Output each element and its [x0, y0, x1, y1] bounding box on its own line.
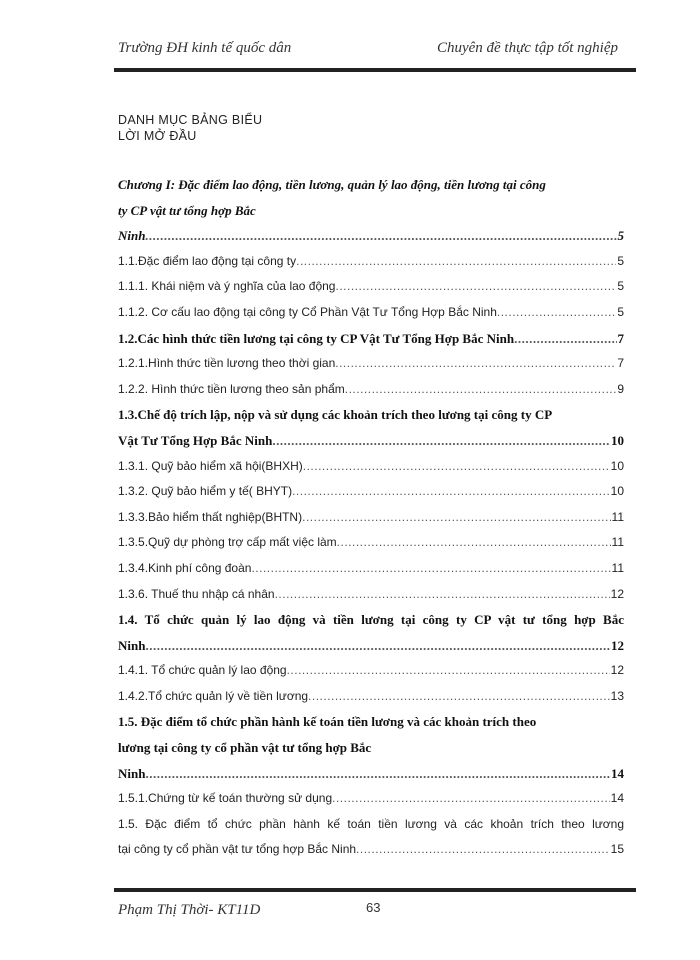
toc-leader: [335, 351, 616, 377]
toc-section-1-4-line2[interactable]: [118, 633, 624, 659]
footer-rule: [114, 888, 636, 892]
toc-entry-text: 1.3.6. Thuế thu nhập cá nhân: [118, 586, 275, 601]
toc-entry-page: 7: [617, 330, 624, 346]
header-school: Trường ĐH kinh tế quốc dân: [118, 40, 292, 56]
toc-leader: [308, 684, 610, 710]
toc-chapter-1-line3[interactable]: [118, 223, 624, 249]
toc-leader: [356, 837, 610, 863]
toc-leader: [337, 530, 611, 556]
toc-entry-text: Ninh: [118, 637, 146, 653]
toc-entry-page: 5: [617, 279, 624, 294]
toc-leader: [497, 300, 616, 326]
front-matter-titles: [118, 112, 262, 144]
toc-entry-text: 1.4.2.Tổ chức quản lý về tiền lương: [118, 688, 309, 703]
toc-entry-text: tại công ty cổ phần vật tư tổng hợp Bắc Ninh: [118, 842, 357, 857]
toc-entry-text: 1.3.5.Quỹ dự phòng trợ cấp mất việc làm: [118, 535, 337, 550]
toc-entry-page: 14: [611, 765, 624, 781]
toc-entry-page: 14: [610, 791, 624, 806]
toc-leader: [292, 479, 610, 505]
page-header: [118, 40, 618, 64]
toc-leader: [145, 223, 616, 249]
toc-entry[interactable]: [118, 454, 624, 480]
toc-leader: [287, 658, 610, 684]
toc-entry-page: 11: [611, 535, 624, 550]
toc-entry-text: Ninh: [118, 765, 146, 781]
toc-entry-page: 12: [610, 663, 624, 678]
toc-entry-text: 1.1.2. Cơ cấu lao động tại công ty Cổ Phần Vật Tư Tổng Hợp Bắc Ninh: [118, 304, 497, 319]
toc-entry-page: 11: [611, 509, 624, 524]
toc-entry-page: 9: [617, 381, 624, 396]
toc-entry-text: 1.2.2. Hình thức tiền lương theo sản phẩm: [118, 381, 345, 396]
toc-entry[interactable]: [118, 684, 624, 710]
toc-entry[interactable]: [118, 556, 624, 582]
toc-entry-page: 12: [611, 637, 624, 653]
toc-leader: [296, 249, 616, 275]
toc-leader: [345, 377, 617, 403]
toc-entry[interactable]: [118, 300, 624, 326]
toc-section-1-3-line2[interactable]: [118, 428, 624, 454]
toc-last-line2[interactable]: [118, 837, 624, 863]
toc-entry-page: 5: [617, 253, 624, 268]
toc-entry-text: 1.2.1.Hình thức tiền lương theo thời gian: [118, 356, 336, 371]
toc-entry-page: 13: [610, 688, 624, 703]
header-topic: Chuyên đề thực tập tốt nghiệp: [436, 40, 618, 56]
toc-entry-text: 1.3.2. Quỹ bảo hiểm y tế( BHYT): [118, 484, 293, 499]
toc-entry-text: 1.3.4.Kinh phí công đoàn: [118, 560, 252, 575]
toc-entry-page: 12: [610, 586, 624, 601]
toc-entry-text: Vật Tư Tổng Hợp Bắc Ninh: [118, 432, 273, 448]
toc-entry-text: 1.3.1. Quỹ bảo hiểm xã hội(BHXH): [118, 458, 303, 473]
toc-entry[interactable]: [118, 786, 624, 812]
toc-section-1-3-line1: 1.3.Chế độ trích lập, nộp và sử dụng các khoản trích theo lương tại công ty CP: [118, 407, 553, 423]
toc-chapter-1-line2: ty CP vật tư tổng hợp Bắc: [118, 202, 256, 218]
toc-leader: [335, 274, 616, 300]
toc-leader: [514, 326, 616, 352]
toc-entry-text: 1.4.1. Tổ chức quản lý lao động: [118, 663, 287, 678]
toc-entry-text: 1.2.Các hình thức tiền lương tại công ty CP Vật Tư Tổng Hợp Bắc Ninh: [118, 330, 515, 346]
table-of-contents: [118, 172, 624, 863]
toc-section-1-4-line1: 1.4. Tổ chức quản lý lao động và tiền lương tại công ty CP vật tư tổng hợp Bắc: [118, 612, 624, 628]
toc-entry-page: 10: [611, 432, 624, 448]
toc-entry[interactable]: [118, 582, 624, 608]
toc-entry-page: 5: [617, 304, 624, 319]
footer-author: Phạm Thị Thời- KT11D: [118, 902, 261, 918]
toc-entry[interactable]: [118, 351, 624, 377]
page-number: 63: [366, 900, 381, 915]
toc-entry-text: 1.1.Đặc điểm lao động tại công ty: [118, 253, 297, 268]
toc-entry-page: 7: [617, 356, 624, 371]
toc-chapter-1-line1: Chương I: Đặc điểm lao động, tiền lương, quản lý lao động, tiền lương tại công: [118, 177, 546, 192]
title-list-of-tables: DANH MỤC BẢNG BIỂU: [118, 113, 263, 127]
toc-leader: [275, 582, 610, 608]
toc-entry[interactable]: [118, 505, 624, 531]
toc-leader: [145, 633, 610, 659]
toc-leader: [251, 556, 610, 582]
toc-section-1-5-line2: lương tại công ty cổ phần vật tư tổng hợp Bắc: [118, 740, 372, 756]
toc-entry-text: Ninh: [118, 228, 146, 244]
toc-section-1-5-line1: 1.5. Đặc điểm tổ chức phần hành kế toán tiền lương và các khoản trích theo: [118, 714, 537, 730]
toc-entry-page: 10: [610, 458, 624, 473]
toc-leader: [303, 454, 610, 480]
toc-leader: [332, 786, 610, 812]
header-rule: [114, 68, 636, 72]
toc-entry[interactable]: [118, 530, 624, 556]
toc-entry[interactable]: [118, 249, 624, 275]
toc-entry-page: 11: [611, 560, 624, 575]
toc-leader: [302, 505, 610, 531]
toc-section-1-2[interactable]: [118, 326, 624, 352]
toc-leader: [145, 761, 610, 787]
toc-last-line1: 1.5. Đặc điểm tổ chức phần hành kế toán tiền lương và các khoản trích theo lương: [118, 816, 624, 831]
toc-entry[interactable]: [118, 274, 624, 300]
toc-entry-page: 10: [610, 484, 624, 499]
toc-entry[interactable]: [118, 479, 624, 505]
toc-entry-text: 1.3.3.Bảo hiểm thất nghiệp(BHTN): [118, 509, 303, 524]
toc-entry[interactable]: [118, 377, 624, 403]
toc-entry-page: 5: [617, 228, 624, 244]
toc-entry-text: 1.5.1.Chứng từ kế toán thường sử dụng: [118, 791, 333, 806]
toc-section-1-5-line3[interactable]: [118, 761, 624, 787]
title-introduction: LỜI MỞ ĐẦU: [118, 129, 197, 143]
toc-entry-page: 15: [610, 842, 624, 857]
toc-leader: [272, 428, 610, 454]
toc-entry[interactable]: [118, 658, 624, 684]
toc-entry-text: 1.1.1. Khái niệm và ý nghĩa của lao động: [118, 279, 336, 294]
